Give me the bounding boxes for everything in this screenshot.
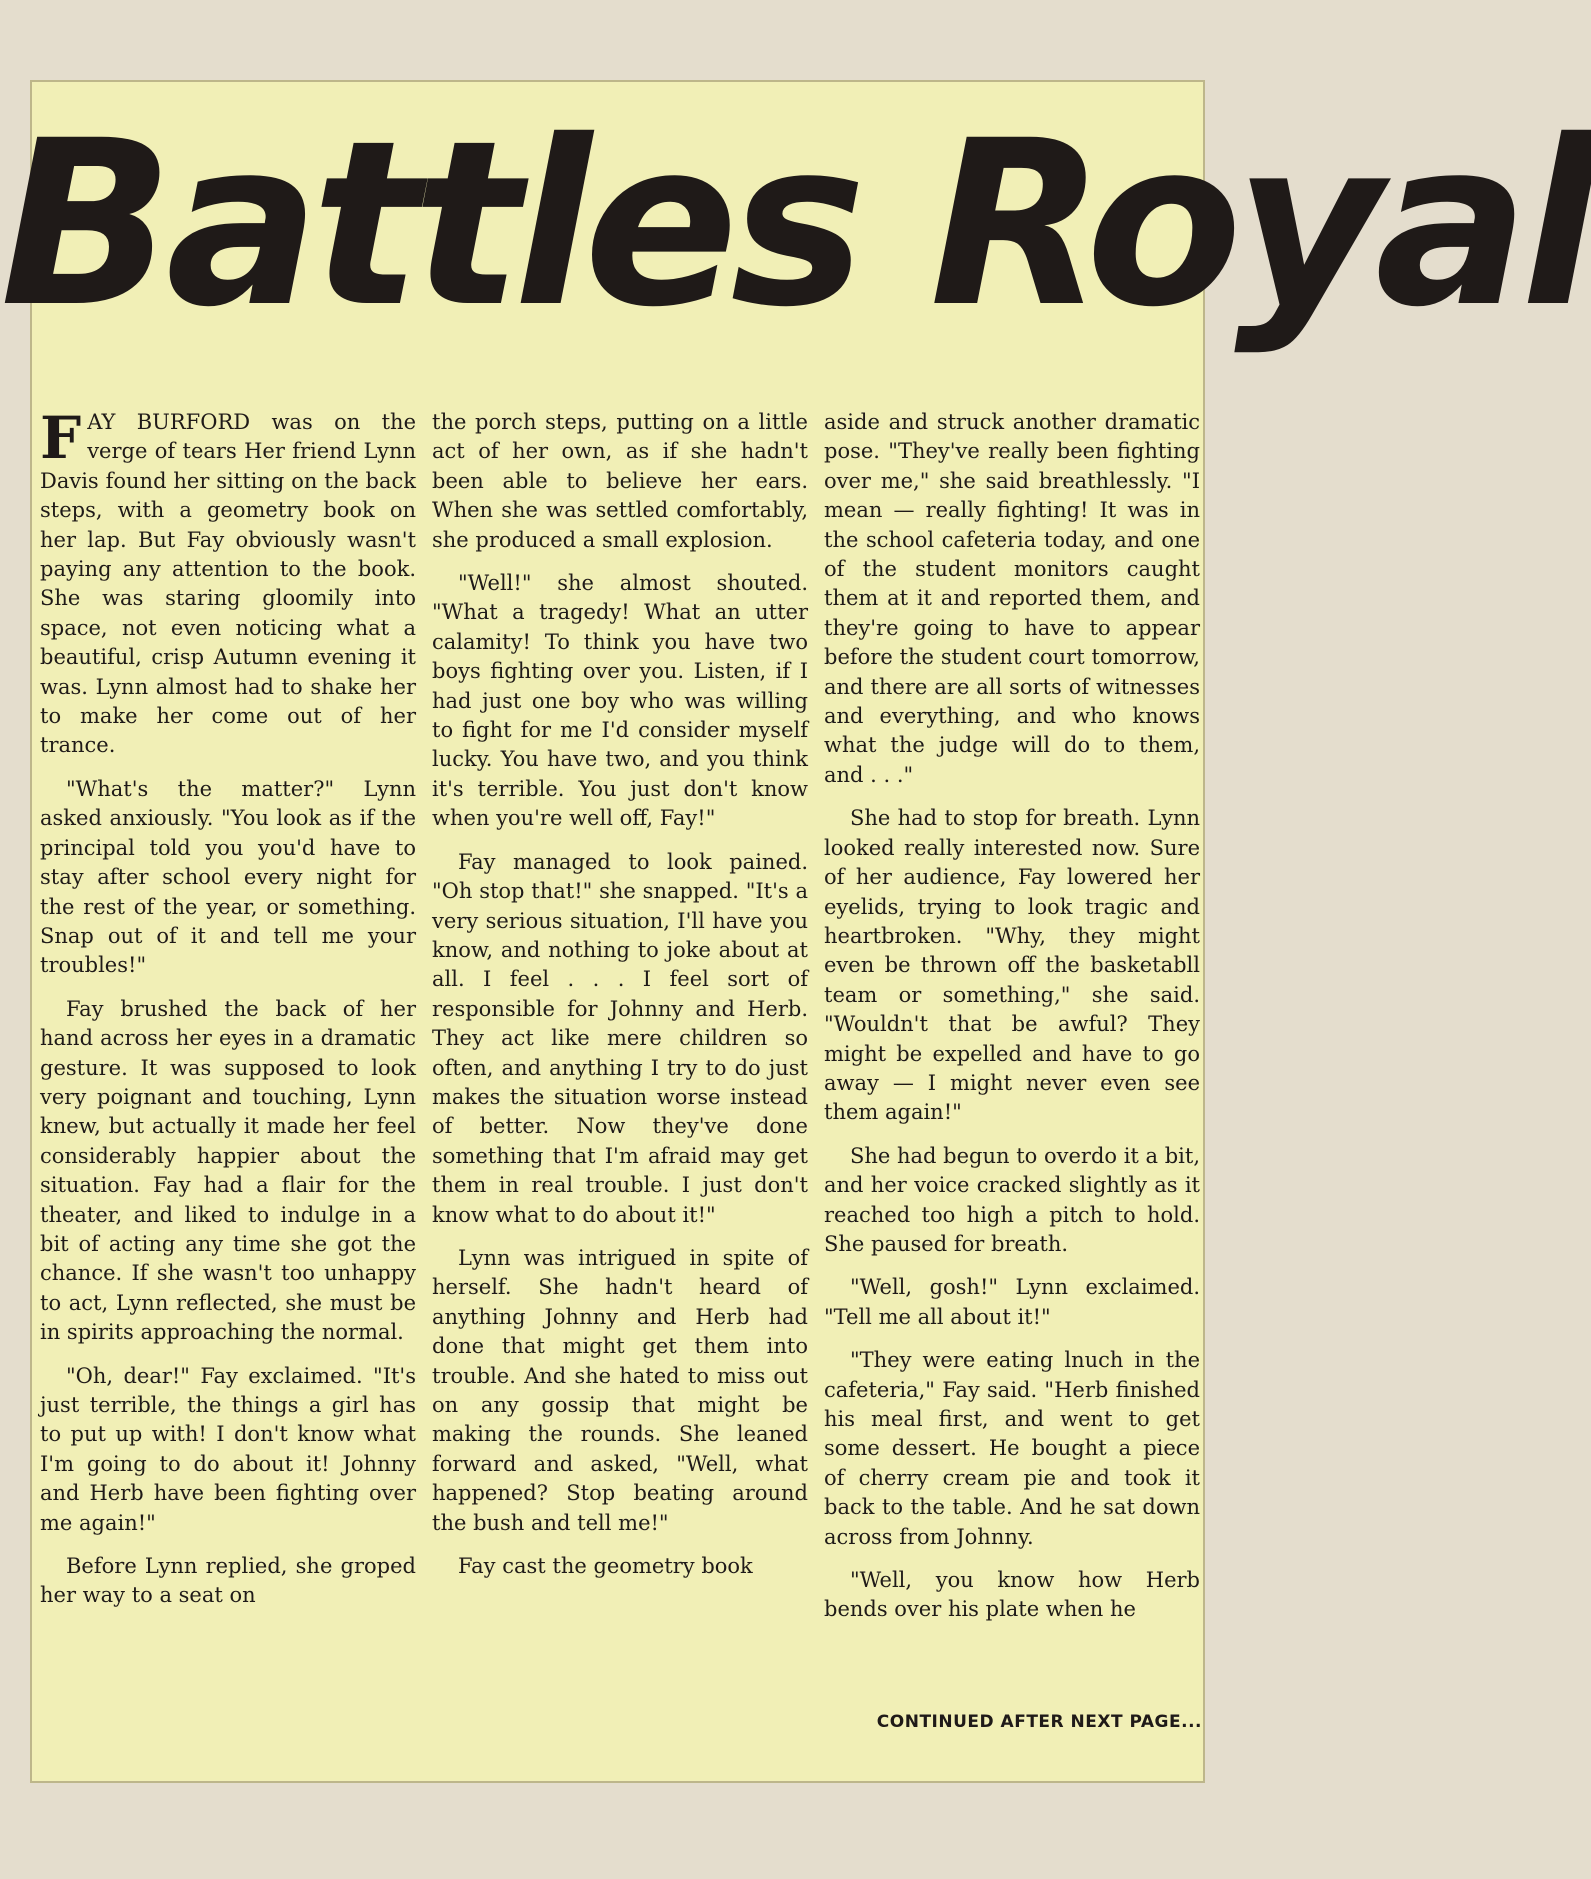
- paragraph: Lynn was intrigued in spite of herself. She hadn't heard of anything Johnny and Herb had done that might get them into trouble. And she hated to miss out on any gossip that might be making the rounds. She leaned forward and asked, "Well, what happened? Stop beating around the bush and tell me!": [432, 1245, 808, 1535]
- paragraph: the porch steps, putting on a little act of her own, as if she hadn't been able to believe her ears. When she was settled comfortably, she produced a small explosion.: [432, 410, 808, 552]
- paragraph: aside and struck another dramatic pose. "They've really been fighting over me," she said breathlessly. "I mean — really fighting! It was in the school cafeteria today, and one of the student monitors caught them at it and reported them, and they're going to have to appear before the student court tomorrow, and there are all sorts of witnesses and everything, and who knows what the judge will do to them, and . . .": [824, 410, 1200, 787]
- paragraph: "Well, you know how Herb bends over his plate when he: [824, 1568, 1200, 1622]
- paragraph: "They were eating lnuch in the cafeteria," Fay said. "Herb finished his meal first, and went to get some dessert. He bought a piece of cherry cream pie and took it back to the table. And he sat down across from Johnny.: [824, 1348, 1200, 1549]
- drop-cap: F: [40, 404, 82, 472]
- paragraph: She had to stop for breath. Lynn looked really interested now. Sure of her audience, Fay lowered her eyelids, trying to look tragic and heartbroken. "Why, they might even be thrown off the basketabll team or something," she said. "Wouldn't that be awful? They might be expelled and have to go away — I might never even see them again!": [824, 806, 1200, 1125]
- paragraph-text: AY BURFORD was on the verge of tears Her friend Lynn Davis found her sitting on the back steps, with a geometry book on her lap. But Fay obviously wasn't paying any attention to the book. She was staring gloomily into space, not even noticing what a beautiful, crisp Autumn evening it was. Lynn almost had to shake her to make her come out of her trance.: [40, 410, 416, 758]
- paragraph: [40, 404, 416, 761]
- column-2: [432, 408, 808, 1728]
- paragraph: Fay brushed the back of her hand across her eyes in a dramatic gesture. It was supposed to look very poignant and touching, Lynn knew, but actually it made her feel considerably happier about the situation. Fay had a flair for the theater, and liked to indulge in a bit of acting any time she got the chance. If she wasn't too unhappy to act, Lynn reflected, she must be in spirits approaching the normal.: [40, 996, 416, 1345]
- paragraph: "Well!" she almost shouted. "What a tragedy! What an utter calamity! To think you have two boys fighting over you. Listen, if I had just one boy who was willing to fight for me I'd consider myself lucky. You have two, and you think it's terrible. You just don't know when you're well off, Fay!": [432, 571, 808, 831]
- paragraph: "Oh, dear!" Fay exclaimed. "It's just terrible, the things a girl has to put up with! I don't know what I'm going to do about it! Johnny and Herb have been fighting over me again!": [40, 1363, 416, 1535]
- paragraph: Before Lynn replied, she groped her way to a seat on: [40, 1554, 416, 1608]
- continued-label: CONTINUED AFTER NEXT PAGE...: [876, 1712, 1202, 1732]
- column-1: [40, 404, 416, 1728]
- text-columns: [40, 404, 1201, 1728]
- story-title: Battles Royal: [0, 91, 1591, 357]
- paragraph: "What's the matter?" Lynn asked anxiously. "You look as if the principal told you you'd have to stay after school every night for the rest of the year, or something. Snap out of it and tell me your troubles!": [40, 776, 416, 978]
- paragraph: Fay managed to look pained. "Oh stop that!" she snapped. "It's a very serious situation, I'll have you know, and nothing to joke about at all. I feel . . . I feel sort of responsible for Johnny and Herb. They act like mere children so often, and anything I try to do just makes the situation worse instead of better. Now they've done something that I'm afraid may get them in real trouble. I just don't know what to do about it!": [432, 849, 808, 1227]
- paragraph: "Well, gosh!" Lynn exclaimed. "Tell me all about it!": [824, 1275, 1200, 1329]
- paragraph: Fay cast the geometry book: [458, 1554, 753, 1579]
- paragraph: She had begun to overdo it a bit, and her voice cracked slightly as it reached too high a pitch to hold. She paused for breath.: [824, 1143, 1201, 1256]
- column-3: [824, 408, 1200, 1728]
